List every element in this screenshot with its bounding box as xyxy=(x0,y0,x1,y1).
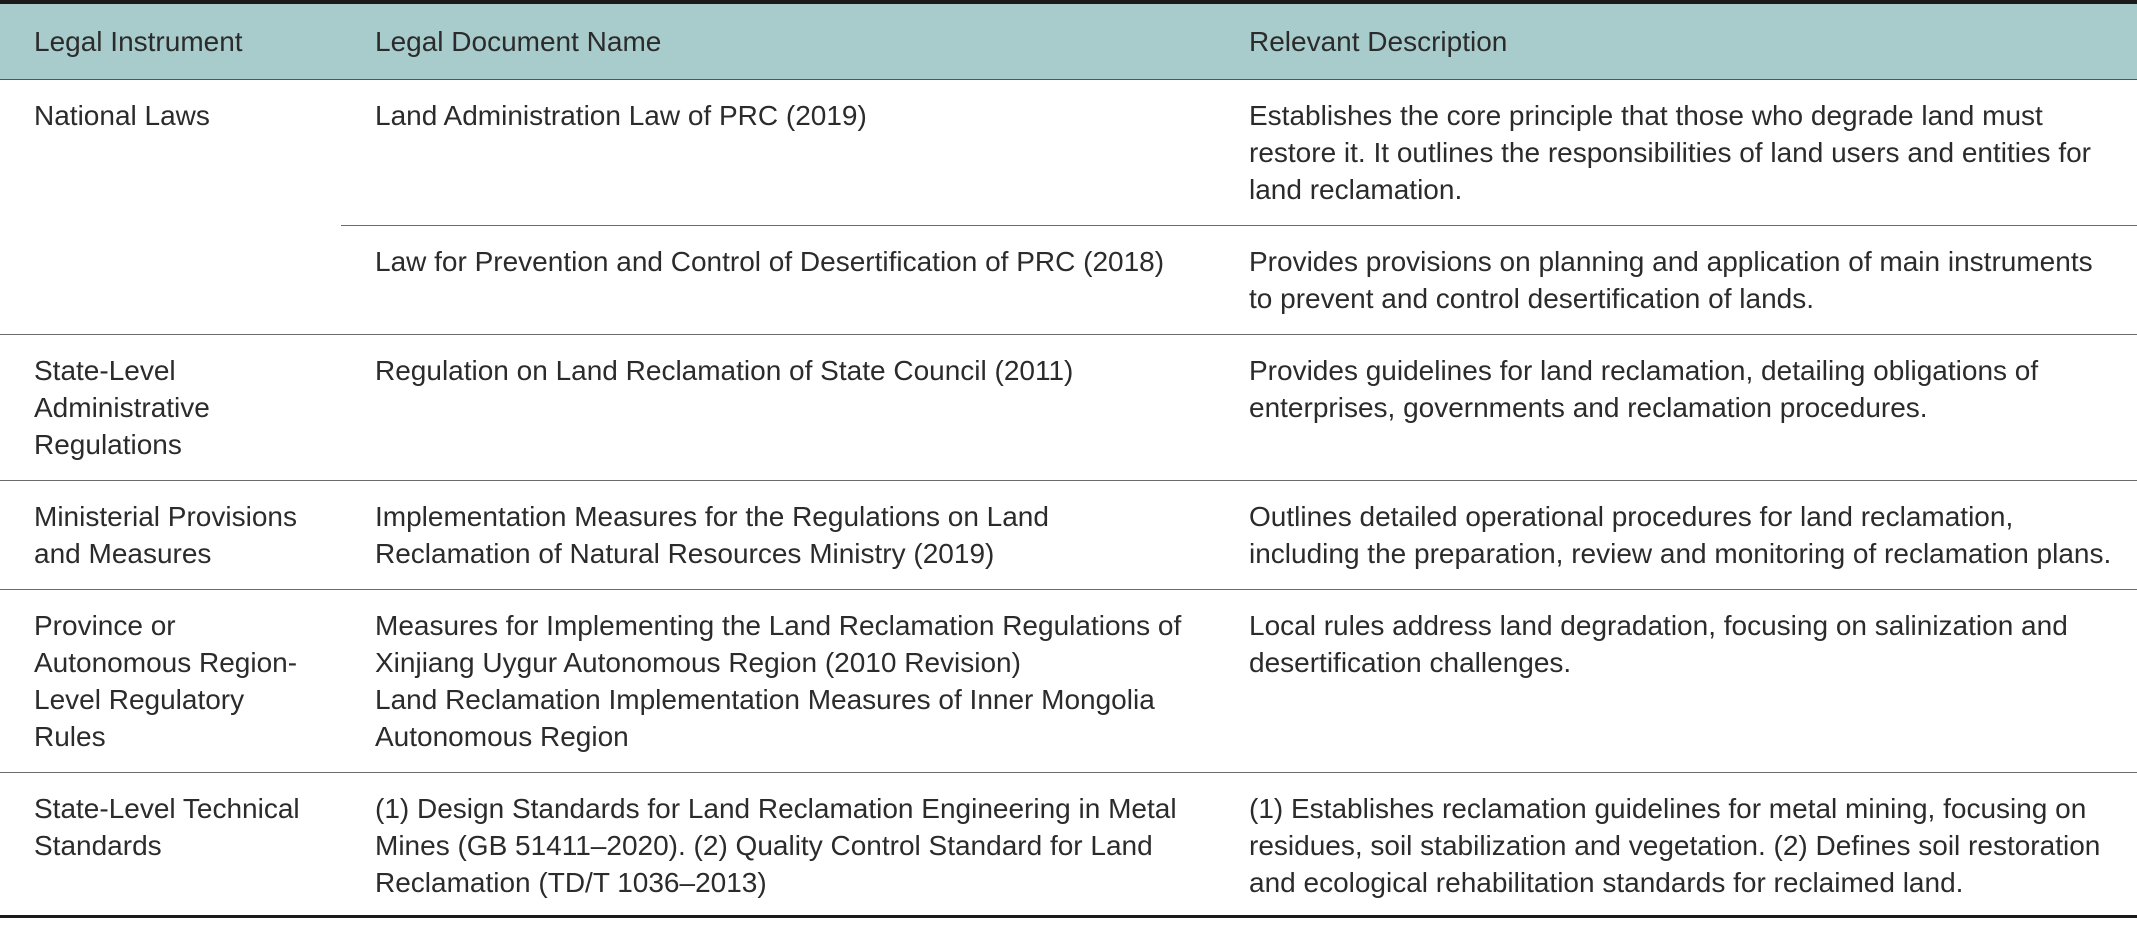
table-header xyxy=(0,2,2137,80)
instrument-cell: State-Level Administrative Regulations xyxy=(0,335,341,481)
description-cell: Outlines detailed operational procedures for land reclamation, including the preparation, review and monitoring of reclamation plans. xyxy=(1215,481,2137,590)
instrument-cell: Province or Autonomous Region-Level Regulatory Rules xyxy=(0,590,341,773)
header-legal-document-name: Legal Document Name xyxy=(341,2,1215,80)
description-cell: Provides guidelines for land reclamation, detailing obligations of enterprises, governments and reclamation procedures. xyxy=(1215,335,2137,481)
document-name-cell: (1) Design Standards for Land Reclamation Engineering in Metal Mines (GB 51411–2020). (2) Quality Control Standard for Land Reclamation (TD/T 1036–2013) xyxy=(341,773,1215,917)
document-name-cell: Land Administration Law of PRC (2019) xyxy=(341,80,1215,226)
header-row xyxy=(0,2,2137,80)
table-body xyxy=(0,80,2137,917)
instrument-cell: Ministerial Provisions and Measures xyxy=(0,481,341,590)
instrument-cell: State-Level Technical Standards xyxy=(0,773,341,917)
header-relevant-description: Relevant Description xyxy=(1215,2,2137,80)
table-row xyxy=(0,590,2137,773)
document-name-cell: Implementation Measures for the Regulations on Land Reclamation of Natural Resources Ministry (2019) xyxy=(341,481,1215,590)
document-name-cell: Regulation on Land Reclamation of State Council (2011) xyxy=(341,335,1215,481)
table-row xyxy=(0,773,2137,917)
table-row xyxy=(0,80,2137,226)
table-row xyxy=(0,481,2137,590)
description-cell: Establishes the core principle that those who degrade land must restore it. It outlines the responsibilities of land users and entities for land reclamation. xyxy=(1215,80,2137,226)
description-cell: Local rules address land degradation, focusing on salinization and desertification challenges. xyxy=(1215,590,2137,773)
document-name-cell: Law for Prevention and Control of Desertification of PRC (2018) xyxy=(341,226,1215,335)
document-name-line: Measures for Implementing the Land Reclamation Regulations of Xinjiang Uygur Autonomous Region (2010 Revision) xyxy=(375,610,1182,678)
document-name-line: Land Reclamation Implementation Measures of Inner Mongolia Autonomous Region xyxy=(375,684,1155,752)
document-name-cell xyxy=(341,590,1215,773)
description-cell: Provides provisions on planning and application of main instruments to prevent and control desertification of lands. xyxy=(1215,226,2137,335)
description-cell: (1) Establishes reclamation guidelines for metal mining, focusing on residues, soil stabilization and vegetation. (2) Defines soil restoration and ecological rehabilitation standards for reclaimed land. xyxy=(1215,773,2137,917)
header-legal-instrument: Legal Instrument xyxy=(0,2,341,80)
table-row xyxy=(0,335,2137,481)
instrument-cell: National Laws xyxy=(0,80,341,335)
